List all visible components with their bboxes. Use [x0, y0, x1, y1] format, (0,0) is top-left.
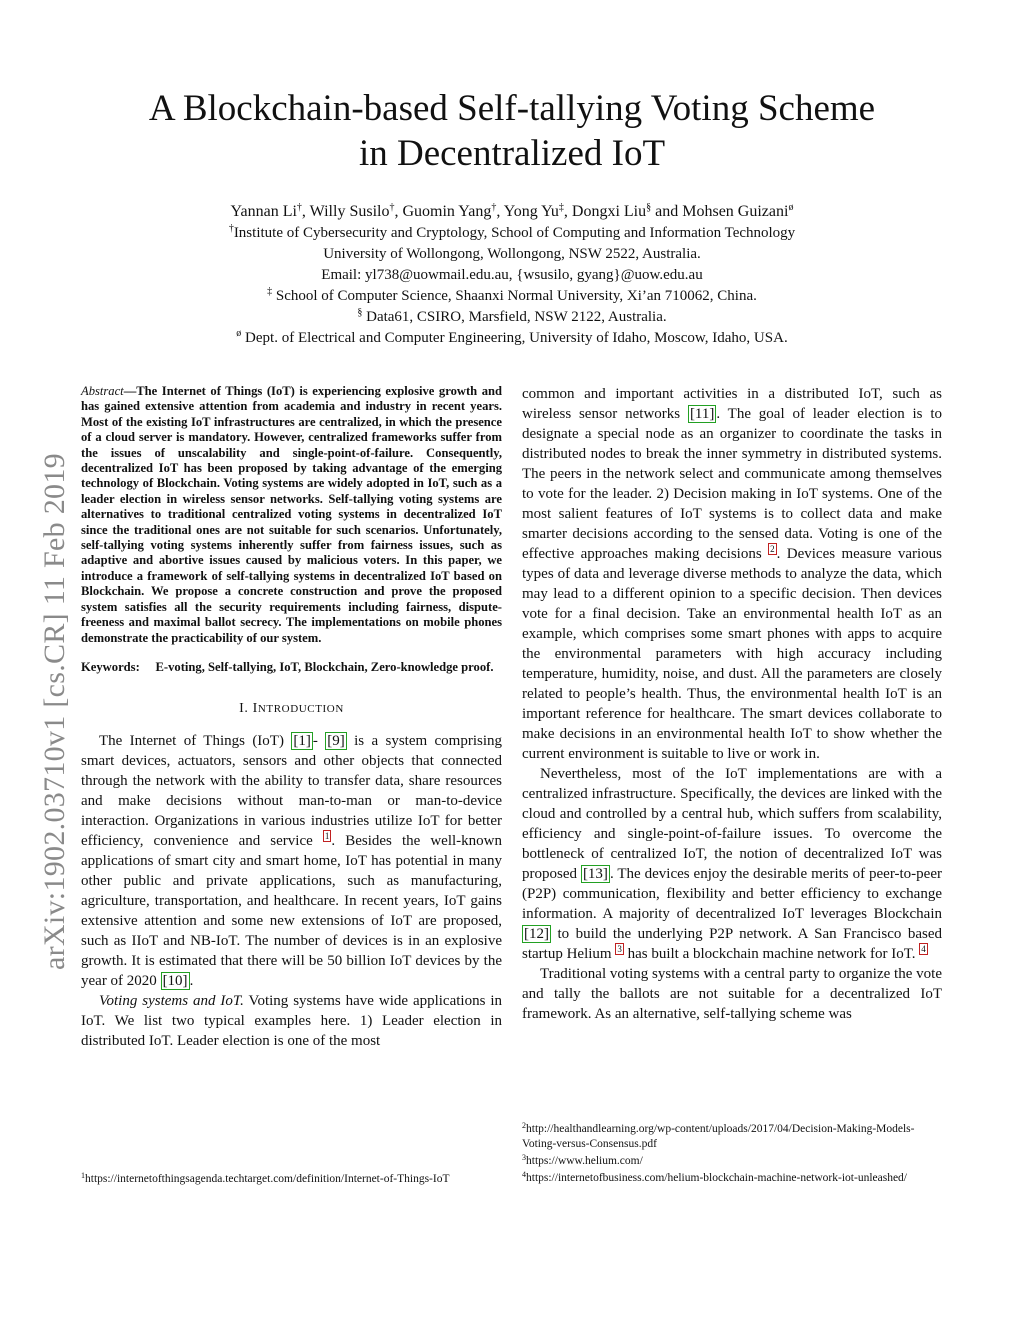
text-run: . The goal of leader election is to designate a special node as an organizer to coordinate the tasks in distributed nodes to break the inner symmetry in distributed systems. The peers in the network select and communicate among themselves to vote for the leader. 2) Decision making in IoT systems. One of the most salient features of IoT systems is to collect data and make smarter decisions according to the sensed data. Voting is one of the effective approaches making decisions [522, 406, 942, 562]
author-name: Willy Susilo [309, 203, 390, 220]
text-run: - [312, 733, 326, 750]
section-numeral: I. [239, 701, 253, 717]
section-heading-introduction [81, 701, 502, 717]
affiliation-text: University of Wollongong, Wollongong, NSW 2522, Australia. [323, 246, 701, 262]
footnote [522, 1154, 942, 1169]
text-run: The Internet of Things (IoT) [99, 733, 292, 750]
footnote-link[interactable]: 2 [770, 544, 775, 554]
text-run: Traditional voting systems with a central party to organize the vote and tally the ballots are not suitable for a decentralized IoT framework. As an alternative, self-tallying scheme was [522, 966, 942, 1022]
footnote-number: 2 [522, 1121, 526, 1130]
citation-link[interactable]: [1] [293, 733, 311, 750]
footnote [522, 1171, 942, 1186]
footnote-url[interactable]: https://internetofthingsagenda.techtarget.com/definition/Internet-of-Things-IoT [85, 1173, 450, 1185]
footnote-url[interactable]: https://internetofbusiness.com/helium-blockchain-machine-network-iot-unleashed/ [526, 1172, 907, 1184]
citation-link[interactable]: [10] [162, 973, 188, 990]
author-block [60, 201, 964, 349]
affiliation-line [60, 286, 964, 307]
footnote-number: 4 [522, 1170, 526, 1179]
author-mark: § [646, 202, 652, 213]
text-run: . Devices measure various types of data and leverage diverse methods to analyze the data, which may lead to a different opinion to a specific decision. Then devices vote for a final decision. Take an environmental health IoT as an example, which comprises some smart phones with apps to acquire the environmental parameters with high accuracy including temperature, humidity, noise, and dust. All the parameters are closely related to people’s health. Thus, the environmental health IoT is an important reference for healthcare. The smart devices collaborate to make decisions in an environmental health IoT to show whether the current environment is suitable to live or work in. [522, 546, 942, 762]
affiliation-text: Email: yl738@uowmail.edu.au, {wsusilo, gyang}@uow.edu.au [321, 267, 703, 283]
text-run: is a system comprising smart devices, actuators, sensors and other objects that connected through the network with the ability to transfer data, share resources and make decisions without man-to-man or man-to-device interaction. Organizations in various industries utilize IoT for better efficiency, convenience and service [81, 733, 503, 850]
affiliation-line [60, 244, 964, 265]
paragraph-lead: Voting systems and IoT. [99, 993, 244, 1010]
abstract [81, 384, 502, 646]
keywords-label: Keywords: [81, 659, 140, 674]
affiliation-text: School of Computer Science, Shaanxi Normal University, Xi’an 710062, China. [272, 288, 757, 304]
author-mark: ø [788, 202, 794, 213]
intro-paragraph-3 [522, 764, 942, 964]
author-name: Yong Yu [503, 203, 559, 220]
author-name: Dongxi Liu [571, 203, 647, 220]
footnote-link[interactable]: 4 [921, 944, 926, 954]
text-run: . The devices enjoy the desirable merits of peer-to-peer (P2P) communication, flexibility and better efficiency to exchange information. A majority of decentralized IoT leverages Blockchain [522, 866, 942, 922]
intro-paragraph-1 [81, 731, 502, 991]
footnote-link[interactable]: 1 [324, 831, 330, 842]
intro-paragraph-2 [81, 991, 502, 1051]
author-mark: † [296, 202, 302, 213]
section-rest: NTRODUCTION [257, 703, 344, 716]
affiliation-mark: § [357, 307, 363, 318]
affiliation-line [60, 328, 964, 349]
citation-link[interactable]: [11] [689, 406, 715, 422]
affiliation-email [60, 265, 964, 286]
affiliation-mark: ø [236, 328, 242, 339]
text-run: Nevertheless, most of the IoT implementations are with a centralized infrastructure. Specifically, the devices are linked with the cloud and controlled by a central hub, which suffers from scalability, efficiency and single-point-of-failure issues. To overcome the bottleneck of centralized IoT, the notion of decentralized IoT was proposed [522, 766, 942, 882]
abstract-lead: Abstract [81, 384, 124, 398]
footnote [81, 1172, 502, 1187]
abstract-text: —The Internet of Things (IoT) is experiencing explosive growth and has gained extensive attention from academia and industry in recent years. Most of the existing IoT infrastructures are centralized, in which the presence of a cloud server is mandatory. However, centralized frameworks suffer from the issues of unscalability and single-point-of-failure. Consequently, decentralized IoT has been proposed by taking advantage of the emerging technology of Blockchain. Voting systems are widely adopted in IoT, such as a leader election in wireless sensor networks. Self-tallying voting systems are alternatives to traditional centralized voting systems in decentralized IoT since the traditional ones are not suitable for such scenarios. Unfortunately, self-tallying voting systems inherently suffer from fairness issues, such as adaptive and abortive issues caused by malicious voters. In this paper, we introduce a framework of self-tallying systems in decentralized IoT based on Blockchain. We propose a concrete construction and prove the proposed system satisfies all the security requirements including fairness, dispute-freeness and maximal ballot secrecy. The implementations on mobile phones demonstrate the practicability of our system. [81, 384, 502, 645]
author-mark: † [491, 202, 497, 213]
footnote [522, 1122, 942, 1152]
affiliation-mark: † [228, 223, 234, 234]
affiliation-text: Dept. of Electrical and Computer Engineering, University of Idaho, Moscow, Idaho, USA. [241, 330, 788, 346]
affiliation-text: Data61, CSIRO, Marsfield, NSW 2122, Australia. [362, 309, 667, 325]
author-sep: and [651, 203, 683, 220]
paper-title [60, 86, 964, 176]
text-run: common and important activities in a distributed IoT, such as wireless sensor networks [522, 386, 942, 422]
section-cap: I [252, 701, 258, 717]
footnote-number: 1 [81, 1171, 85, 1180]
title-line-2: in Decentralized IoT [358, 133, 666, 174]
author-sep: , [496, 203, 504, 220]
affiliation-text: Institute of Cybersecurity and Cryptology, School of Computing and Information Technology [233, 225, 796, 241]
author-name: Yannan Li [230, 203, 297, 220]
intro-paragraph-2-cont [522, 384, 942, 764]
footnote-url[interactable]: http://healthandlearning.org/wp-content/uploads/2017/04/Decision-Making-Models-Voting-versus-Consensus.pdf [522, 1123, 915, 1150]
author-sep: , [301, 203, 310, 220]
citation-link[interactable]: [12] [524, 926, 549, 942]
footnotes-right [522, 1122, 942, 1188]
affiliation-line [60, 223, 964, 244]
arxiv-id: arXiv:1902.03710v1 [cs.CR] 11 Feb 2019 [38, 453, 71, 970]
keywords-text: E-voting, Self-tallying, IoT, Blockchain, Zero-knowledge proof. [155, 659, 494, 674]
author-sep: , [563, 203, 572, 220]
text-run: . Besides the well-known applications of smart city and smart home, IoT has potential in many other public and private applications, such as manufacturing, agriculture, transportation, and healthcare. In recent years, IoT gains extensive attention and some new extensions of IoT are proposed, such as IIoT and NB-IoT. The number of devices is in an explosive growth. It is estimated that there will be 50 billion IoT devices by the year of 2020 [81, 833, 502, 990]
intro-paragraph-4 [522, 964, 942, 1024]
author-name: Guomin Yang [402, 203, 492, 220]
author-list [60, 201, 964, 223]
author-name: Mohsen Guizani [682, 203, 789, 220]
text-run: has built a blockchain machine network for IoT. [623, 946, 920, 962]
title-line-1: A Blockchain-based Self-tallying Voting Scheme [148, 88, 876, 129]
author-mark: ‡ [558, 202, 564, 213]
text-run: . [189, 973, 194, 990]
footnotes-left [81, 1172, 502, 1189]
left-column [81, 384, 502, 1051]
affiliation-mark: ‡ [267, 286, 273, 297]
text-run: Voting systems have wide applications in IoT. We list two typical examples here. 1) Leader election in distributed IoT. Leader election is one of the most [81, 993, 503, 1050]
author-mark: † [389, 202, 395, 213]
affiliation-line [60, 307, 964, 328]
citation-link[interactable]: [13] [582, 866, 608, 882]
footnote-link[interactable]: 3 [617, 944, 622, 954]
footnote-number: 3 [522, 1153, 526, 1162]
arxiv-stamp [32, 350, 72, 970]
text-run: to build the underlying P2P network. A San Francisco based startup Helium [522, 926, 942, 962]
author-sep: , [394, 203, 403, 220]
citation-link[interactable]: [9] [327, 733, 345, 750]
footnote-url[interactable]: https://www.helium.com/ [526, 1155, 643, 1167]
keywords [81, 660, 502, 675]
right-column [522, 384, 942, 1024]
